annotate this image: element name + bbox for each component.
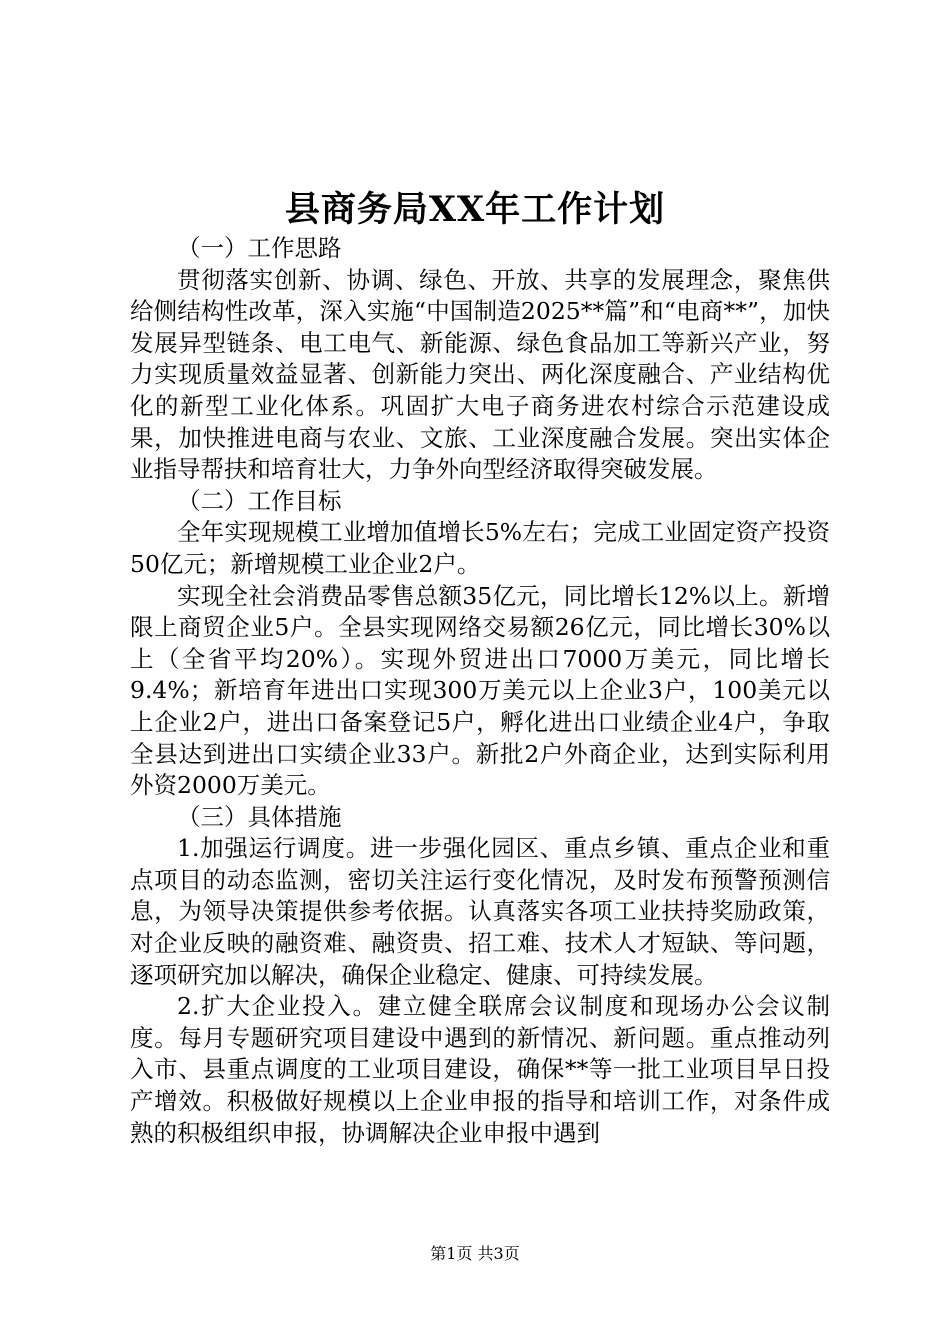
paragraph-measure-2: 2.扩大企业投入。建立健全联席会议制度和现场办公会议制度。每月专题研究项目建设中遇到的新情况、新问题。重点推动列入市、县重点调度的工业项目建设，确保**等一批工业项目早日投产增效。积极做好规模以上企业申报的指导和培训工作，对条件成熟的积极组织申报，协调解决企业申报中遇到: [130, 992, 830, 1147]
section-heading-measures: （三）具体措施: [177, 802, 342, 831]
paragraph-goals-commerce: 实现全社会消费品零售总额35亿元，同比增长12%以上。新增限上商贸企业5户。全县实现网络交易额26亿元，同比增长30%以上（全省平均20%）。实现外贸进出口7000万美元，同比增长9.4%；新培育年进出口实现300万美元以上企业3户，100美元以上企业2户，进出口备案登记5户，孵化进出口业绩企业4户，争取全县达到进出口实绩企业33户。新批2户外商企业，达到实际利用外资2000万美元。: [130, 581, 830, 800]
paragraph-approach: 贯彻落实创新、协调、绿色、开放、共享的发展理念，聚焦供给侧结构性改革，深入实施“中国制造2025**篇”和“电商**”，加快发展异型链条、电工电气、新能源、绿色食品加工等新兴产业，努力实现质量效益显著、创新能力突出、两化深度融合、产业结构优化的新型工业化体系。巩固扩大电子商务进农村综合示范建设成果，加快推进电商与农业、文旅、工业深度融合发展。突出实体企业指导帮扶和培育壮大，力争外向型经济取得突破发展。: [130, 265, 830, 484]
paragraph-measure-1: 1.加强运行调度。进一步强化园区、重点乡镇、重点企业和重点项目的动态监测，密切关注运行变化情况，及时发布预警预测信息，为领导决策提供参考依据。认真落实各项工业扶持奖励政策，对企业反映的融资难、融资贵、招工难、技术人才短缺、等问题，逐项研究加以解决，确保企业稳定、健康、可持续发展。: [130, 834, 830, 989]
section-heading-goals: （二）工作目标: [177, 486, 342, 515]
section-heading-approach: （一）工作思路: [177, 234, 342, 262]
page-footer: 第1页 共3页: [430, 1244, 520, 1263]
document-body: [130, 233, 830, 1149]
paragraph-goals-industry: 全年实现规模工业增加值增长5%左右；完成工业固定资产投资50亿元；新增规模工业企业2户。: [130, 518, 830, 578]
document-title: 县商务局XX年工作计划: [284, 189, 666, 230]
